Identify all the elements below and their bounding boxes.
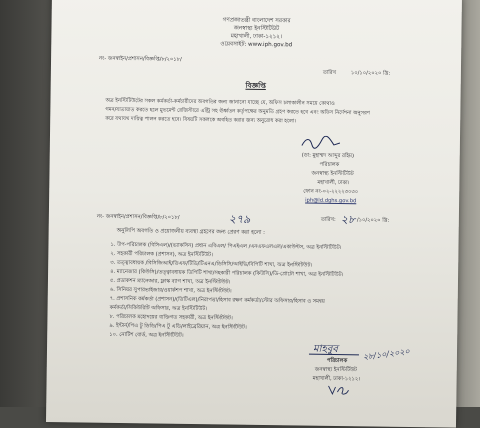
signatory-role: পরিচালক: [319, 161, 340, 169]
copy-item-6: ৬. সিনিয়র সুপারভাইজার/ওয়ার্কশপ শাখা, অত্র ইনস্টিটিউট।: [109, 286, 232, 295]
copy-item-2: ২. সহকারী পরিচালক (প্রশাসন), অত্র ইনস্টিটিউট।: [110, 250, 213, 259]
copy-item-3: ৩. তত্ত্বাবধায়ক /বিসিজিআই/ডিএফ/টিডি/টিএনএ/ডিসিসি/আইভি/বিপিটি শাখা, অত্র ইনস্টিটিউট।: [110, 259, 313, 269]
signature-top-handwritten: [300, 135, 350, 150]
copy-item-7: ৭. প্রশাসনিক কর্মকর্তা (প্রশাসন)/(ডিটিএল)/নিরাপত্তা/হিসাব রক্ষণ কর্মকর্তা/স্টোর অফিসার/হিসাব ও সমন্বয়: [109, 295, 325, 305]
govt-header: গণপ্রজাতন্ত্রী বাংলাদেশ সরকার: [222, 17, 291, 25]
copy-memo-number: নং- জনস্বাইন/প্রশাসন/বিজ্ঞপ্তি/৮/২০১৮/: [96, 213, 180, 221]
notice-title: বিজ্ঞপ্তি: [245, 81, 266, 90]
copy-item-10: ১০. নোটিশ বোর্ড, অত্র ইনস্টিটিউট।: [109, 331, 184, 339]
copy-intro: অনুলিপি অবগতি ও প্রয়োজনীয় ব্যবস্থা গ্রহণের জন্য প্রেরণ করা হলো :: [116, 227, 265, 236]
signatory-name: (ডা: মুহাম্মদ আব্দুর রহিম): [301, 152, 355, 160]
copy-item-5: ৫. প্রডাকশন ম্যানেজার, ফ্লাস্ক ব্যাগ শাখা, অত্র ইনস্টিটিউট।: [109, 277, 231, 286]
handwritten-signature-bottom: মাহবুব: [312, 343, 338, 356]
copy-item-8: ৮. পরিচালক মহোদয়ের ব্যক্তিগত সহকারী, অত্র ইনস্টিটিউট।: [109, 313, 233, 322]
handwritten-memo-no: ২৭৯: [228, 212, 251, 226]
handwritten-date-day: ২৮: [340, 213, 356, 227]
signatory-place: মহাখালী, ঢাকা।: [317, 179, 350, 187]
body-line-2: গমন/যাতায়াত করতে হলে মুভমেন্ট রেজিস্টারে এন্ট্রি সহ ঊর্ধ্বতন কর্তৃপক্ষের অনুমতি গ্রহণ করতে হবে এবং অফিস নির্দেশনা অনুসরণ: [105, 106, 370, 117]
handwritten-date-bottom: ২৮/১০/২০২০: [362, 346, 411, 362]
website: ওয়েবসাইট: www.iph.gov.bd: [220, 41, 293, 49]
paper-notice: [46, 0, 462, 428]
memo-date: ১০/১০/২০২০ খ্রি:: [350, 70, 391, 77]
signatory-org: জনস্বাস্থ্য ইনস্টিটিউট: [311, 170, 354, 178]
institute-name: জনস্বাস্থ্য ইনস্টিটিউট: [233, 25, 280, 33]
copy-item-9: ৯. ইন্টার্ন/পিএ টু ডিডি/পিএ টু এডি/লাইব্রেরিয়ান, অত্র ইনস্টিটিউট।: [109, 322, 247, 331]
signatory-phone: ফোন নং-০২-২২২২৩০৩০: [303, 188, 359, 196]
bottom-signatory-place: মহাখালী, ঢাকা-১২১২।: [312, 375, 361, 383]
bottom-signatory-role: পরিচালক: [326, 357, 348, 365]
copy-item-1: ১. উপ-পরিচালক (বিসিএল)/(ভ্যাকসিন) প্রধান এবিএল/ পিএইএল /এনএফএলএল/একাউন্টস, অত্র ইনস্টিটিউট।: [110, 241, 342, 252]
copy-date-suffix: /১০/২০২০ খ্রি:: [356, 217, 390, 224]
copy-item-7-cont: কর্মকর্তা/সিকিউরিটি অফিসার, অত্র ইনস্টিটিউট।: [109, 304, 208, 313]
memo-number: নং- জনস্বাইন/প্রশাসন/বিজ্ঞপ্তি/৮/২০১৮/: [99, 55, 182, 63]
body-line-1: অত্র ইনস্টিটিউটের সকল কর্মকর্তা-কর্মচারীদের অবগতির জন্য জানানো যাচ্ছে যে, অফিস চলাকালীন সময়ে কোথাও: [105, 97, 335, 107]
signatory-email: iph@ld.dghs.gov.bd: [305, 197, 357, 205]
memo-date-label: তারিখ: [322, 69, 337, 76]
bottom-signatory-org: জনস্বাস্থ্য ইনস্টিটিউট: [314, 366, 357, 374]
copy-date-label: তারিখ:: [320, 216, 336, 223]
institute-address: মহাখালী, ঢাকা-১২১২।: [230, 33, 283, 41]
copy-item-4: ৪. ম্যানেজার (কিউসি)/তত্ত্বাবধায়ক ডিপিটি শাখা/সহকারী পরিচালক (কিউসি)/ডি-প্রোটো শাখা, অত্র ইনস্টিটিউট।: [110, 268, 344, 279]
body-line-3: করে যথাযথ দায়িত্ব পালন করতে হবে। বিষয়টি সকলকে অবহিত করার জন্য অনুরোধ করা হলো।: [105, 115, 297, 125]
initial-scribble: [326, 384, 350, 396]
